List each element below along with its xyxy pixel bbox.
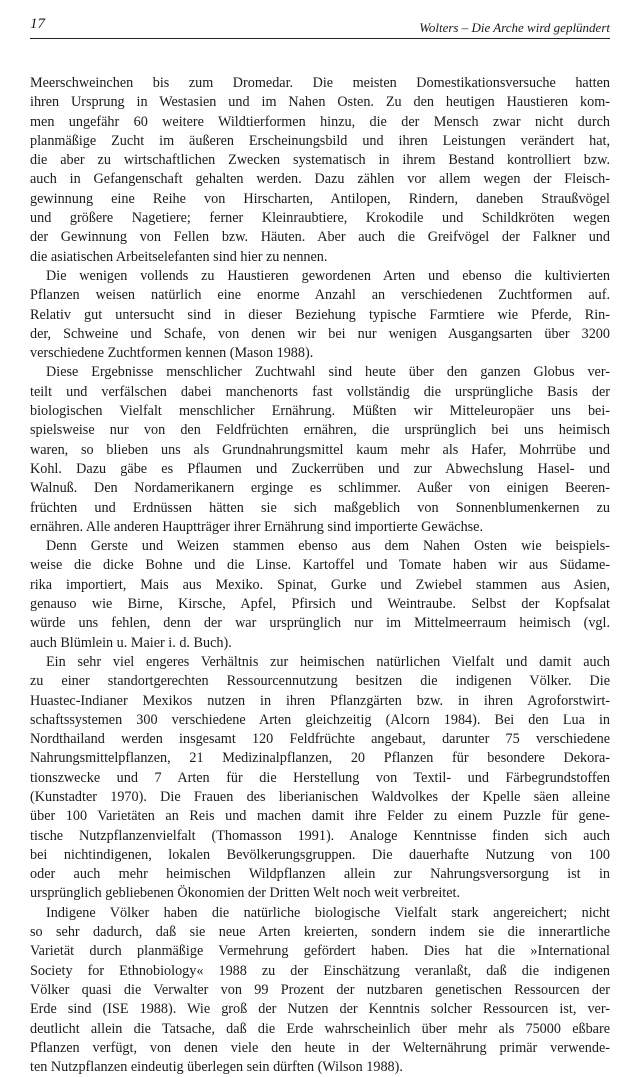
header-rule bbox=[30, 38, 610, 39]
text-line: der Gewinnung von Fellen bzw. Häuten. Aber auch die Greifvögel der Falkner und bbox=[30, 229, 610, 246]
text-line: und größere Nagetiere; ferner Kleinraubtiere, Krokodile und Schildkröten wegen bbox=[30, 210, 610, 227]
text-line: deutlicht allein die Tatsache, daß die Erde wahrscheinlich über mehr als 75000 eßbare bbox=[30, 1020, 610, 1037]
text-line: ernähren. Alle anderen Hauptträger ihrer Ernährung sind importierte Gewächse. bbox=[30, 518, 484, 535]
text-line: gewinnung eine Reihe von Hirscharten, Antilopen, Rindern, daneben Straußvögel bbox=[30, 190, 610, 207]
text-line: waren, so blieben uns als Grundnahrungsmittel kaum mehr als Hafer, Mohrrübe und bbox=[30, 441, 610, 458]
text-line: biologischen Vielfalt menschlicher Ernährung. Müßten wir Mitteleuropäer uns bei- bbox=[30, 403, 610, 420]
text-line: Society for Ethnobiology« 1988 zu der Einschätzung veranlaßt, daß die indigenen bbox=[30, 962, 610, 979]
text-line: planmäßige Zucht im äußeren Erscheinungsbild und ihren Leistungen verändert hat, bbox=[30, 132, 610, 149]
text-line: Pflanzen verfügt, von denen viele den heute in der Welternährung primär verwende- bbox=[30, 1039, 610, 1056]
text-line: rika importiert, Mais aus Mexiko. Spinat, Gurke und Zwiebel stammen aus Asien, bbox=[30, 576, 610, 593]
text-line: so sehr dadurch, daß sie neue Arten kreierten, sondern indem sie die innerartliche bbox=[30, 924, 610, 941]
text-line: würde uns fehlen, denn der war ursprünglich nur im Mittelmeerraum heimisch (vgl. bbox=[30, 615, 610, 632]
text-line: Kohl. Dazu gäbe es Pflaumen und Zuckerrüben und zur Abwechslung Hasel- und bbox=[30, 460, 610, 477]
text-line: zu einer standortgerechten Ressourcennutzung besitzen die indigenen Völker. Die bbox=[30, 673, 610, 690]
text-line: Huastec-Indianer Mexikos nutzen in ihren Pflanzgärten bzw. in ihren Agroforstwirt- bbox=[30, 692, 610, 709]
text-line: Pflanzen weisen natürlich eine enorme Anzahl an verschiedenen Zuchtformen auf. bbox=[30, 287, 610, 304]
page-number: 17 bbox=[30, 16, 45, 32]
text-line: Varietät durch planmäßige Vermehrung gefördert haben. Dies hat die »International bbox=[30, 943, 610, 960]
text-line: Völker quasi die Verwalter von 99 Prozent der nutzbaren genetischen Ressourcen der bbox=[30, 981, 610, 998]
text-line: verschiedene Zuchtformen kennen (Mason 1988). bbox=[30, 345, 314, 362]
text-line: spielsweise nur von den Feldfrüchten ernähren, die ursprünglich bei uns heimisch bbox=[30, 422, 610, 439]
text-line: Ein sehr viel engeres Verhältnis zur heimischen natürlichen Vielfalt und damit auch bbox=[46, 653, 610, 670]
text-line: weise die dicke Bohne und die Linse. Kartoffel und Tomate haben wir aus Südame- bbox=[30, 557, 610, 574]
text-line: teilt und verfälschen dabei manchenorts fast vollständig die ursprüngliche Basis der bbox=[30, 383, 610, 400]
text-line: Nordthailand werden insgesamt 120 Feldfrüchte angebaut, darunter 75 verschiedene bbox=[30, 731, 610, 748]
paragraph bbox=[30, 363, 610, 537]
text-line: tische Nutzpflanzenvielfalt (Thomasson 1991). Analoge Kenntnisse finden sich auch bbox=[30, 827, 610, 844]
text-line: schaftssystemen 300 verschiedene Arten gleichzeitig (Alcorn 1984). Bei den Lua in bbox=[30, 711, 610, 728]
text-line: Relativ gut untersucht sind in dieser Beziehung typische Farmtiere wie Pferde, Rin- bbox=[30, 306, 610, 323]
text-line: auch Blümlein u. Maier i. d. Buch). bbox=[30, 634, 232, 651]
text-line: genauso wie Birne, Kirsche, Apfel, Pfirsich und Weintraube. Selbst der Kopfsalat bbox=[30, 596, 610, 613]
text-line: ursprünglich gebliebenen Ökonomien der Dritten Welt noch weit verbreitet. bbox=[30, 885, 461, 902]
text-line: Indigene Völker haben die natürliche biologische Vielfalt stark angereichert; nicht bbox=[46, 904, 610, 921]
text-line: oder auch mehr heimischen Wildpflanzen allein zur Nahrungsversorgung ist in bbox=[30, 866, 610, 883]
text-line: Nahrungsmittelpflanzen, 21 Medizinalpflanzen, 20 Pflanzen für besondere Dekora- bbox=[30, 750, 610, 767]
text-line: Diese Ergebnisse menschlicher Zuchtwahl sind heute über den ganzen Globus ver- bbox=[46, 364, 610, 381]
paragraph bbox=[30, 537, 610, 653]
running-title: Wolters – Die Arche wird geplündert bbox=[419, 20, 610, 35]
text-line: bei nichtindigenen, lokalen Bevölkerungsgruppen. Die dauerhafte Nutzung von 100 bbox=[30, 846, 610, 863]
text-line: Meerschweinchen bis zum Dromedar. Die meisten Domestikationsversuche hatten bbox=[30, 75, 610, 91]
text-line: (Kunstadter 1970). Die Frauen des liberianischen Waldvolkes der Kpelle säen alleine bbox=[30, 788, 610, 805]
text-line: ten Nutzpflanzen eindeutig überlegen sein dürften (Wilson 1988). bbox=[30, 1059, 403, 1076]
paragraph bbox=[30, 653, 610, 904]
text-line: über 100 Varietäten an Reis und machen damit ihre Felder zu einem Puzzle für gene- bbox=[30, 808, 610, 825]
page-body bbox=[30, 74, 610, 1077]
text-line: früchten und Erdnüssen hätten sie sich maßgeblich von Sonnenblumenkernen zu bbox=[30, 499, 610, 516]
paragraph bbox=[30, 74, 610, 267]
text-line: tionszwecke und 7 Arten für die Herstellung von Textil- und Färbegrundstoffen bbox=[30, 769, 610, 786]
paragraph bbox=[30, 904, 610, 1077]
text-line: men ungefähr 60 weitere Wildtierformen hinzu, die der Mensch zwar nicht durch bbox=[30, 113, 610, 130]
text-line: der, Schweine und Schafe, von denen wir bei nur wenigen Ausgangsarten über 3200 bbox=[30, 325, 610, 342]
text-line: ihren Ursprung in Westasien und im Nahen Osten. Zu den heutigen Haustieren kom- bbox=[30, 94, 610, 111]
text-line: die asiatischen Arbeitselefanten sind hier zu nennen. bbox=[30, 248, 328, 265]
text-line: die aber zu wirtschaftlichen Zwecken systematisch in ihrem Bestand kontrolliert bzw. bbox=[30, 152, 610, 169]
text-line: Die wenigen vollends zu Haustieren gewordenen Arten und ebenso die kultivierten bbox=[46, 267, 610, 284]
text-line: Walnuß. Den Nordamerikanern erginge es schlimmer. Außer von einigen Beeren- bbox=[30, 480, 610, 497]
text-line: Erde sind (ISE 1988). Wie groß der Nutzen der Kenntnis solcher Ressourcen ist, ver- bbox=[30, 1001, 610, 1018]
text-line: Denn Gerste und Weizen stammen ebenso aus dem Nahen Osten wie beispiels- bbox=[46, 538, 610, 555]
text-line: auch in Gefangenschaft gehalten werden. Dazu zählen vor allem wegen der Fleisch- bbox=[30, 171, 610, 188]
page-header bbox=[30, 12, 610, 34]
paragraph bbox=[30, 267, 610, 363]
